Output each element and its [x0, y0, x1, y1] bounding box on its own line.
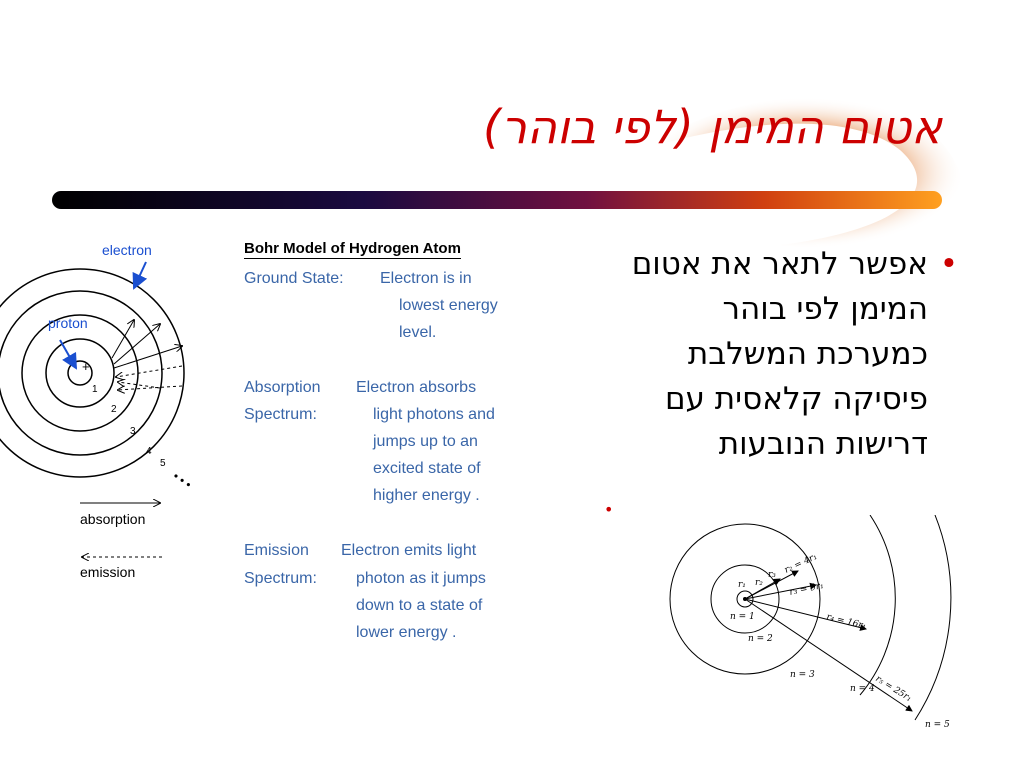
radius-label-3: r₃ = 9r₁ [788, 580, 825, 598]
bullet-line-5: דרישות הנובעות [718, 426, 928, 462]
bullet-line-2: המימן לפי בוהר [722, 291, 928, 327]
absorption-label-2: Spectrum: [244, 406, 317, 423]
orbit-number-4: 4 [146, 446, 152, 457]
legend-emission: emission [80, 564, 136, 580]
absorption-line-4: excited state of [373, 460, 481, 477]
n-label-1: n = 1 [730, 612, 755, 622]
emission-line-3: down to a state of [356, 597, 483, 614]
emission-line-1: Electron emits light [341, 542, 477, 559]
bohr-atom-figure [0, 230, 230, 590]
n-label-3: n = 3 [790, 670, 815, 680]
ground-line-2: lowest energy [399, 297, 498, 314]
radius-label-2: r₂ = 4r₁ [783, 551, 819, 576]
n-label-5: n = 5 [925, 720, 950, 730]
emission-label: Emission [244, 542, 309, 559]
r-label-2: r₂ [755, 578, 763, 588]
label-proton: proton [48, 315, 88, 331]
absorption-line-1: Electron absorbs [356, 379, 477, 396]
r-label-3: r₃ [768, 570, 776, 580]
orbit-2 [46, 339, 114, 407]
absorption-label: Absorption [244, 379, 321, 396]
bohr-text-panel [244, 240, 544, 641]
orbit-number-2: 2 [111, 404, 117, 415]
orbit-number-3: 3 [130, 426, 136, 437]
absorption-line-5: higher energy . [373, 487, 480, 504]
r-label-1: r₁ [738, 580, 746, 590]
slide-title: אטום המימן (לפי בוהר) [482, 100, 942, 154]
emission-line-2: photon as it jumps [356, 570, 486, 587]
legend-absorption: absorption [80, 511, 146, 527]
n-label-2: n = 2 [748, 634, 773, 644]
absorption-line-2: light photons and [373, 406, 495, 423]
panel-heading: Bohr Model of Hydrogen Atom [244, 240, 461, 257]
label-electron: electron [102, 242, 152, 258]
bullet-line-1: אפשר לתאר את אטום [631, 246, 928, 282]
orbit-number-1: 1 [92, 384, 98, 395]
stray-dot: • [604, 500, 614, 519]
absorption-line-3: jumps up to an [373, 433, 478, 450]
proton-plus: + [82, 359, 90, 374]
emission-label-2: Spectrum: [244, 570, 317, 587]
orbit-3 [22, 315, 138, 431]
radius-label-5: r₅ = 25r₁ [873, 674, 914, 705]
radius-label-4: r₄ = 16r₁ [825, 612, 868, 632]
orbit-number-5: 5 [160, 458, 166, 469]
bullet-line-3: כמערכת המשלבת [687, 336, 928, 372]
emission-line-4: lower energy . [356, 624, 457, 641]
ground-label: Ground State: [244, 270, 344, 287]
ground-line-3: level. [399, 324, 437, 341]
ground-line-1: Electron is in [380, 270, 472, 287]
orbit-radii-figure [640, 515, 970, 745]
bullet-block [578, 242, 958, 467]
n-label-4: n = 4 [850, 684, 875, 694]
orbit-ellipsis: • • • [170, 468, 195, 492]
bullet-dot: • [939, 246, 958, 282]
bullet-line-4: פיסיקה קלאסית עם [664, 381, 928, 417]
